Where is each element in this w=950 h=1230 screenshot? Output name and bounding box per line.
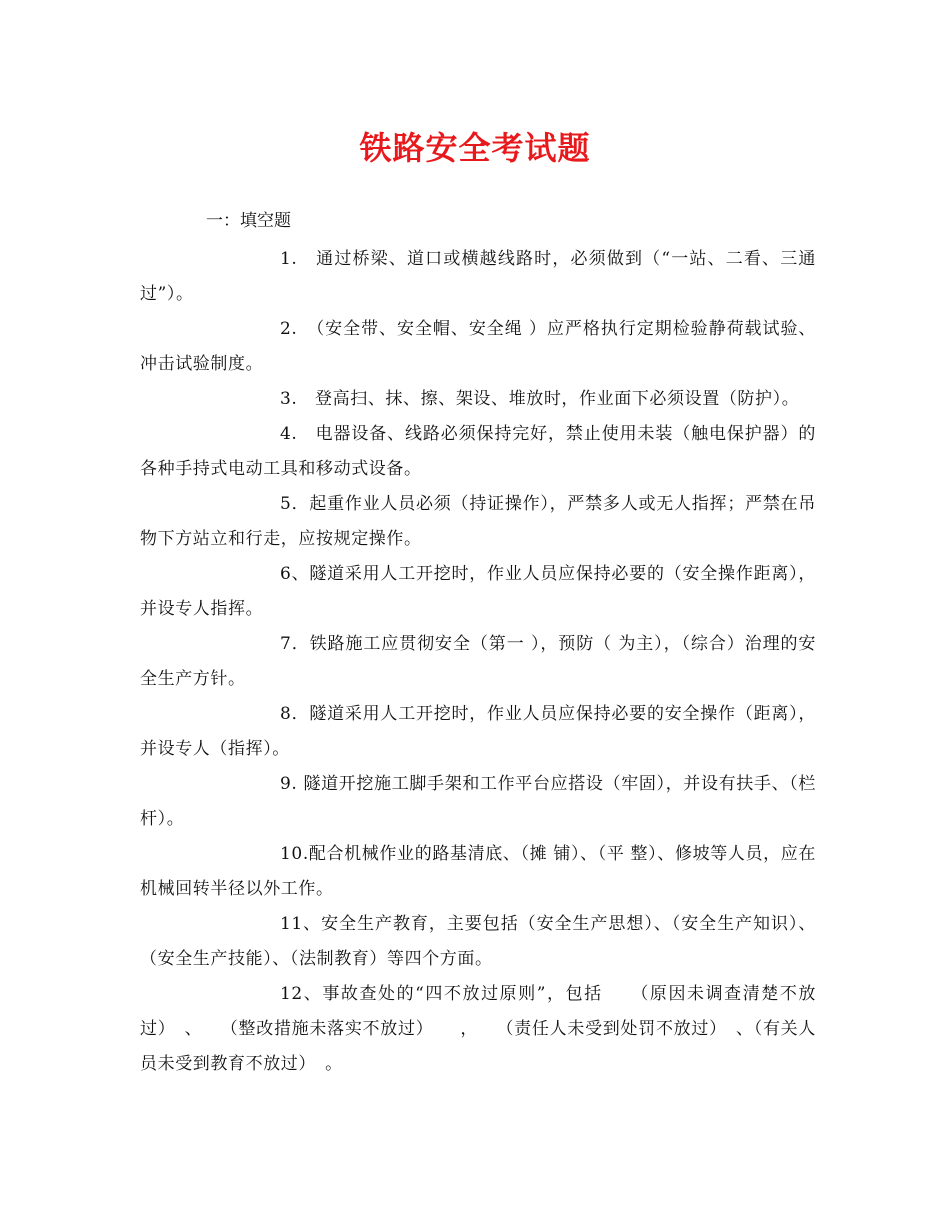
question-item: 3. 登高扫、抹、擦、架设、堆放时，作业面下必须设置（防护）。 bbox=[280, 389, 800, 409]
question-item: 11、安全生产教育，主要包括（安全生产思想）、（安全生产知识）、（安全生产技能）、（法制教育）等四个方面。 bbox=[140, 914, 816, 969]
question-item: 7．铁路施工应贯彻安全（第一 ），预防（ 为主），（综合）治理的安全生产方针。 bbox=[140, 634, 816, 689]
question-item: 9. 隧道开挖施工脚手架和工作平台应搭设（牢固），并设有扶手、（栏杆）。 bbox=[140, 774, 816, 829]
question-item: 6、隧道采用人工开挖时，作业人员应保持必要的（安全操作距离），并设专人指挥。 bbox=[140, 564, 816, 619]
question-item: 12、事故查处的“四不放过原则”，包括 （原因未调查清楚不放过） 、 （整改措施未落实不放过） ， （责任人未受到处罚不放过） 、（有关人员未受到教育不放过） 。 bbox=[140, 984, 816, 1074]
question-item: 2. （安全带、安全帽、安全绳 ）应严格执行定期检验静荷载试验、冲击试验制度。 bbox=[140, 319, 816, 374]
question-item: 1. 通过桥梁、道口或横越线路时，必须做到（“一站、二看、三通过”）。 bbox=[140, 249, 816, 304]
question-item: 10.配合机械作业的路基清底、（摊 铺）、（平 整）、修坡等人员，应在机械回转半径以外工作。 bbox=[140, 844, 816, 899]
section-heading-fill-in-blanks: 一：填空题 bbox=[206, 211, 291, 231]
document-title: 铁路安全考试题 bbox=[359, 129, 591, 167]
question-item: 8．隧道采用人工开挖时，作业人员应保持必要的安全操作（距离），并设专人（指挥）。 bbox=[140, 704, 816, 759]
question-item: 4. 电器设备、线路必须保持完好，禁止使用未装（触电保护器）的各种手持式电动工具和移动式设备。 bbox=[140, 424, 816, 479]
question-list bbox=[140, 242, 816, 1082]
question-item: 5．起重作业人员必须（持证操作），严禁多人或无人指挥；严禁在吊物下方站立和行走，应按规定操作。 bbox=[140, 494, 816, 549]
